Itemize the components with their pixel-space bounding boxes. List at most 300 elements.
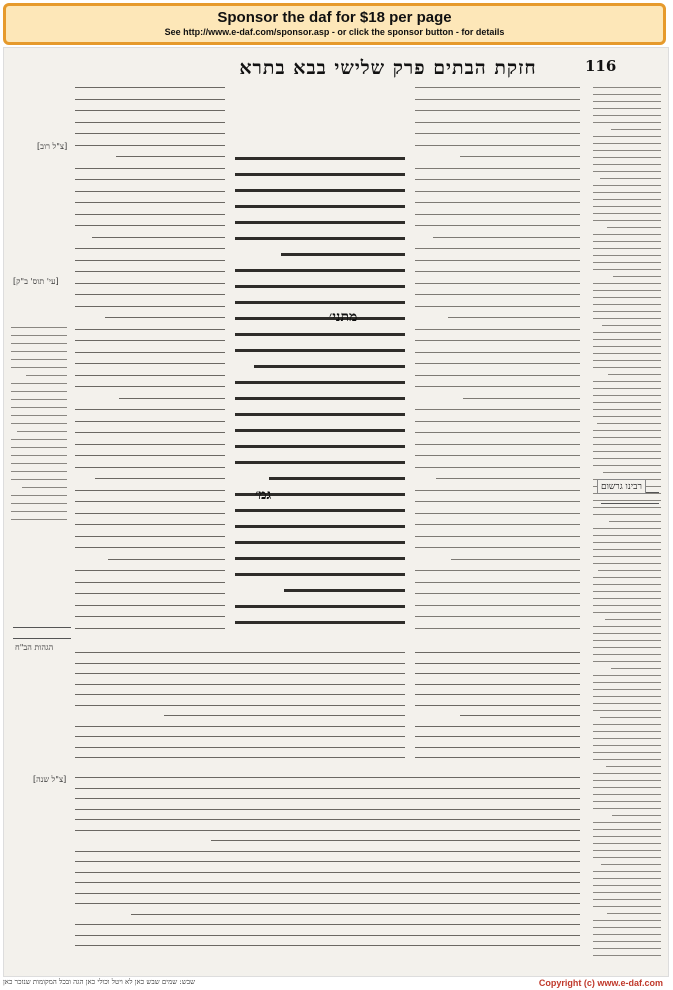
text-line: [593, 941, 661, 942]
text-line: [593, 640, 661, 641]
text-line: [593, 444, 661, 445]
text-line: [593, 395, 661, 396]
text-line: [164, 715, 405, 716]
text-line: [11, 335, 67, 336]
text-line: [593, 857, 661, 858]
text-line: [11, 439, 67, 440]
text-line: [593, 899, 661, 900]
text-line: [235, 541, 405, 544]
text-line: [593, 402, 661, 403]
text-line: [448, 317, 580, 318]
text-line: [593, 633, 661, 634]
text-line: [235, 509, 405, 512]
text-line: [593, 556, 661, 557]
lower-tosafot: [75, 652, 405, 772]
text-line: [235, 605, 405, 608]
text-line: [593, 381, 661, 382]
text-line: [235, 237, 405, 240]
text-line: [593, 213, 661, 214]
text-line: [75, 872, 580, 873]
text-line: [415, 214, 580, 215]
text-line: [11, 327, 67, 328]
text-line: [75, 87, 225, 88]
text-line: [593, 892, 661, 893]
text-line: [75, 133, 225, 134]
mesoret-label: הגהות הב"ח: [15, 643, 54, 652]
text-line: [75, 673, 405, 674]
text-line: [415, 757, 580, 758]
text-line: [415, 340, 580, 341]
text-line: [75, 547, 225, 548]
text-line: [11, 503, 67, 504]
text-line: [593, 689, 661, 690]
text-line: [593, 675, 661, 676]
text-line: [75, 705, 405, 706]
text-line: [75, 375, 225, 376]
text-line: [75, 903, 580, 904]
text-line: [593, 206, 661, 207]
text-line: [593, 367, 661, 368]
text-line: [75, 110, 225, 111]
text-line: [235, 573, 405, 576]
text-line: [593, 787, 661, 788]
text-line: [593, 528, 661, 529]
text-line: [593, 927, 661, 928]
text-line: [593, 94, 661, 95]
text-line: [415, 524, 580, 525]
text-line: [593, 248, 661, 249]
gemara-marker: גמ׳: [255, 487, 272, 503]
text-line: [598, 570, 661, 571]
mishna-marker: מתני׳: [329, 309, 358, 325]
text-line: [75, 99, 225, 100]
text-line: [11, 415, 67, 416]
text-line: [593, 255, 661, 256]
text-line: [593, 731, 661, 732]
sponsor-subtitle: See http://www.e-daf.com/sponsor.asp - or click the sponsor button - for details: [164, 27, 505, 37]
text-line: [75, 283, 225, 284]
page-footer: שבש: שמים שבש כאן לא ויטל וכולי כאן הגה ובכל המקומות שנזכר כאן: [3, 978, 196, 986]
text-line: [75, 467, 225, 468]
text-line: [17, 431, 67, 432]
text-line: [593, 108, 661, 109]
text-line: [593, 598, 661, 599]
text-line: [593, 549, 661, 550]
text-line: [235, 333, 405, 336]
text-line: [593, 304, 661, 305]
text-line: [605, 619, 661, 620]
text-line: [593, 311, 661, 312]
text-line: [415, 628, 580, 629]
text-line: [415, 593, 580, 594]
text-line: [593, 780, 661, 781]
text-line: [26, 375, 67, 376]
text-line: [11, 399, 67, 400]
text-line: [119, 398, 226, 399]
text-line: [235, 381, 405, 384]
text-line: [415, 87, 580, 88]
text-line: [600, 178, 661, 179]
text-line: [116, 156, 226, 157]
text-line: [415, 202, 580, 203]
text-line: [593, 738, 661, 739]
text-line: [593, 507, 661, 508]
text-line: [593, 332, 661, 333]
text-line: [593, 906, 661, 907]
text-line: [75, 893, 580, 894]
text-line: [593, 136, 661, 137]
text-line: [593, 696, 661, 697]
text-line: [593, 458, 661, 459]
text-line: [75, 809, 580, 810]
section-divider: [13, 627, 71, 639]
text-line: [415, 375, 580, 376]
text-line: [75, 726, 405, 727]
text-line: [613, 276, 661, 277]
text-line: [608, 374, 661, 375]
text-line: [75, 663, 405, 664]
text-line: [415, 652, 580, 653]
text-line: [593, 269, 661, 270]
text-line: [593, 388, 661, 389]
text-line: [75, 861, 580, 862]
text-line: [611, 668, 661, 669]
text-line: [593, 542, 661, 543]
text-line: [75, 501, 225, 502]
text-line: [11, 351, 67, 352]
text-line: [11, 447, 67, 448]
text-line: [415, 283, 580, 284]
text-line: [593, 647, 661, 648]
text-line: [11, 391, 67, 392]
text-line: [415, 294, 580, 295]
text-line: [593, 157, 661, 158]
text-line: [415, 386, 580, 387]
text-line: [75, 248, 225, 249]
text-line: [235, 397, 405, 400]
page-header-title: חזקת הבתים פרק שלישי בבא בתרא: [239, 57, 537, 79]
text-line: [593, 360, 661, 361]
text-line: [593, 514, 661, 515]
text-line: [235, 269, 405, 272]
text-line: [415, 501, 580, 502]
text-line: [415, 271, 580, 272]
text-line: [75, 819, 580, 820]
text-line: [593, 87, 661, 88]
text-line: [75, 444, 225, 445]
text-line: [415, 168, 580, 169]
text-line: [75, 747, 405, 748]
text-line: [415, 726, 580, 727]
text-line: [593, 290, 661, 291]
text-line: [235, 301, 405, 304]
text-line: [597, 423, 661, 424]
text-line: [593, 185, 661, 186]
text-line: [415, 663, 580, 664]
text-line: [593, 164, 661, 165]
text-line: [593, 122, 661, 123]
text-line: [602, 325, 661, 326]
text-line: [593, 437, 661, 438]
text-line: [593, 661, 661, 662]
text-line: [593, 955, 661, 956]
text-line: [75, 386, 225, 387]
text-line: [593, 577, 661, 578]
text-line: [75, 455, 225, 456]
text-line: [607, 227, 661, 228]
text-line: [603, 472, 661, 473]
text-line: [415, 747, 580, 748]
text-line: [593, 430, 661, 431]
gemara-column: [235, 157, 405, 647]
text-line: [415, 133, 580, 134]
text-line: [235, 173, 405, 176]
text-line: [612, 815, 661, 816]
text-line: [75, 924, 580, 925]
text-line: [11, 519, 67, 520]
text-line: [593, 612, 661, 613]
text-line: [593, 871, 661, 872]
text-line: [75, 582, 225, 583]
text-line: [593, 283, 661, 284]
text-line: [415, 673, 580, 674]
text-line: [75, 340, 225, 341]
text-line: [593, 318, 661, 319]
text-line: [593, 409, 661, 410]
text-line: [593, 262, 661, 263]
text-line: [105, 317, 225, 318]
text-line: [235, 429, 405, 432]
text-line: [593, 808, 661, 809]
text-line: [593, 682, 661, 683]
text-line: [593, 752, 661, 753]
text-line: [593, 346, 661, 347]
text-line: [11, 495, 67, 496]
text-line: [593, 759, 661, 760]
text-line: [235, 285, 405, 288]
text-line: [75, 652, 405, 653]
text-line: [75, 191, 225, 192]
text-line: [609, 521, 661, 522]
page-number: 116: [585, 57, 617, 75]
text-line: [415, 248, 580, 249]
text-line: [460, 715, 580, 716]
text-line: [235, 461, 405, 464]
text-line: [593, 150, 661, 151]
text-line: [593, 416, 661, 417]
text-line: [235, 157, 405, 160]
talmud-page-scan: [3, 47, 669, 977]
rashi-column: [415, 87, 580, 642]
text-line: [415, 536, 580, 537]
text-line: [75, 329, 225, 330]
text-line: [460, 156, 580, 157]
text-line: [415, 421, 580, 422]
text-line: [75, 260, 225, 261]
text-line: [75, 179, 225, 180]
text-line: [415, 329, 580, 330]
text-line: [593, 115, 661, 116]
text-line: [75, 409, 225, 410]
text-line: [235, 557, 405, 560]
text-line: [254, 365, 405, 368]
text-line: [415, 432, 580, 433]
text-line: [415, 513, 580, 514]
text-line: [593, 703, 661, 704]
text-line: [75, 777, 580, 778]
text-line: [593, 724, 661, 725]
text-line: [436, 478, 580, 479]
text-line: [593, 794, 661, 795]
text-line: [593, 836, 661, 837]
text-line: [75, 214, 225, 215]
text-line: [593, 171, 661, 172]
text-line: [593, 535, 661, 536]
text-line: [415, 225, 580, 226]
text-line: [463, 398, 580, 399]
text-line: [75, 490, 225, 491]
text-line: [415, 684, 580, 685]
text-line: [593, 591, 661, 592]
sponsor-title[interactable]: Sponsor the daf for $18 per page: [217, 9, 452, 26]
text-line: [593, 801, 661, 802]
text-line: [593, 465, 661, 466]
text-line: [235, 349, 405, 352]
text-line: [75, 605, 225, 606]
text-line: [235, 525, 405, 528]
text-line: [593, 297, 661, 298]
text-line: [415, 547, 580, 548]
text-line: [75, 202, 225, 203]
copyright-link[interactable]: Copyright (c) www.e-daf.com: [538, 978, 663, 988]
text-line: [75, 306, 225, 307]
text-line: [593, 885, 661, 886]
text-line: [11, 407, 67, 408]
text-line: [415, 363, 580, 364]
text-line: [75, 788, 580, 789]
text-line: [415, 467, 580, 468]
text-line: [108, 559, 225, 560]
text-line: [75, 736, 405, 737]
text-line: [75, 694, 405, 695]
margin-note: [צ"ל שנה]: [33, 775, 67, 784]
tosafot-column: [75, 87, 225, 642]
text-line: [451, 559, 580, 560]
text-line: [11, 471, 67, 472]
text-line: [235, 413, 405, 416]
text-line: [593, 773, 661, 774]
text-line: [75, 570, 225, 571]
text-line: [593, 878, 661, 879]
text-line: [75, 225, 225, 226]
text-line: [593, 710, 661, 711]
text-line: [593, 199, 661, 200]
text-line: [593, 934, 661, 935]
text-line: [593, 192, 661, 193]
margin-note: [צ"ל רוב]: [37, 142, 68, 151]
text-line: [75, 945, 580, 946]
text-line: [269, 477, 405, 480]
text-line: [593, 451, 661, 452]
text-line: [75, 432, 225, 433]
text-line: [75, 593, 225, 594]
bottom-commentary: [75, 777, 580, 967]
text-line: [22, 487, 67, 488]
text-line: [75, 421, 225, 422]
text-line: [75, 882, 580, 883]
text-line: [235, 445, 405, 448]
margin-note: [עי' תוס' ב"ק]: [13, 277, 59, 286]
text-line: [281, 253, 405, 256]
text-line: [593, 353, 661, 354]
text-line: [415, 490, 580, 491]
text-line: [606, 766, 661, 767]
sponsor-banner[interactable]: [3, 3, 666, 45]
text-line: [75, 757, 405, 758]
text-line: [593, 920, 661, 921]
text-line: [284, 589, 405, 592]
text-line: [235, 221, 405, 224]
text-line: [75, 935, 580, 936]
text-line: [235, 189, 405, 192]
text-line: [75, 628, 225, 629]
text-line: [75, 616, 225, 617]
text-line: [593, 948, 661, 949]
text-line: [593, 220, 661, 221]
text-line: [75, 352, 225, 353]
text-line: [415, 582, 580, 583]
text-line: [415, 616, 580, 617]
text-line: [92, 237, 226, 238]
text-line: [95, 478, 226, 479]
text-line: [415, 191, 580, 192]
text-line: [593, 241, 661, 242]
text-line: [593, 563, 661, 564]
text-line: [75, 168, 225, 169]
text-line: [415, 179, 580, 180]
text-line: [415, 736, 580, 737]
text-line: [75, 294, 225, 295]
text-line: [235, 317, 405, 320]
text-line: [593, 843, 661, 844]
text-line: [11, 479, 67, 480]
text-line: [415, 110, 580, 111]
text-line: [75, 145, 225, 146]
text-line: [75, 830, 580, 831]
text-line: [131, 914, 580, 915]
text-line: [607, 913, 661, 914]
text-line: [415, 145, 580, 146]
text-line: [593, 626, 661, 627]
text-line: [593, 745, 661, 746]
text-line: [415, 455, 580, 456]
text-line: [11, 455, 67, 456]
text-line: [11, 367, 67, 368]
text-line: [415, 306, 580, 307]
text-line: [415, 605, 580, 606]
text-line: [75, 851, 580, 852]
right-margin-commentary: [593, 87, 661, 967]
text-line: [593, 584, 661, 585]
text-line: [75, 684, 405, 685]
text-line: [593, 101, 661, 102]
text-line: [75, 798, 580, 799]
text-line: [11, 463, 67, 464]
text-line: [415, 99, 580, 100]
text-line: [415, 570, 580, 571]
text-line: [11, 359, 67, 360]
text-line: [611, 129, 661, 130]
